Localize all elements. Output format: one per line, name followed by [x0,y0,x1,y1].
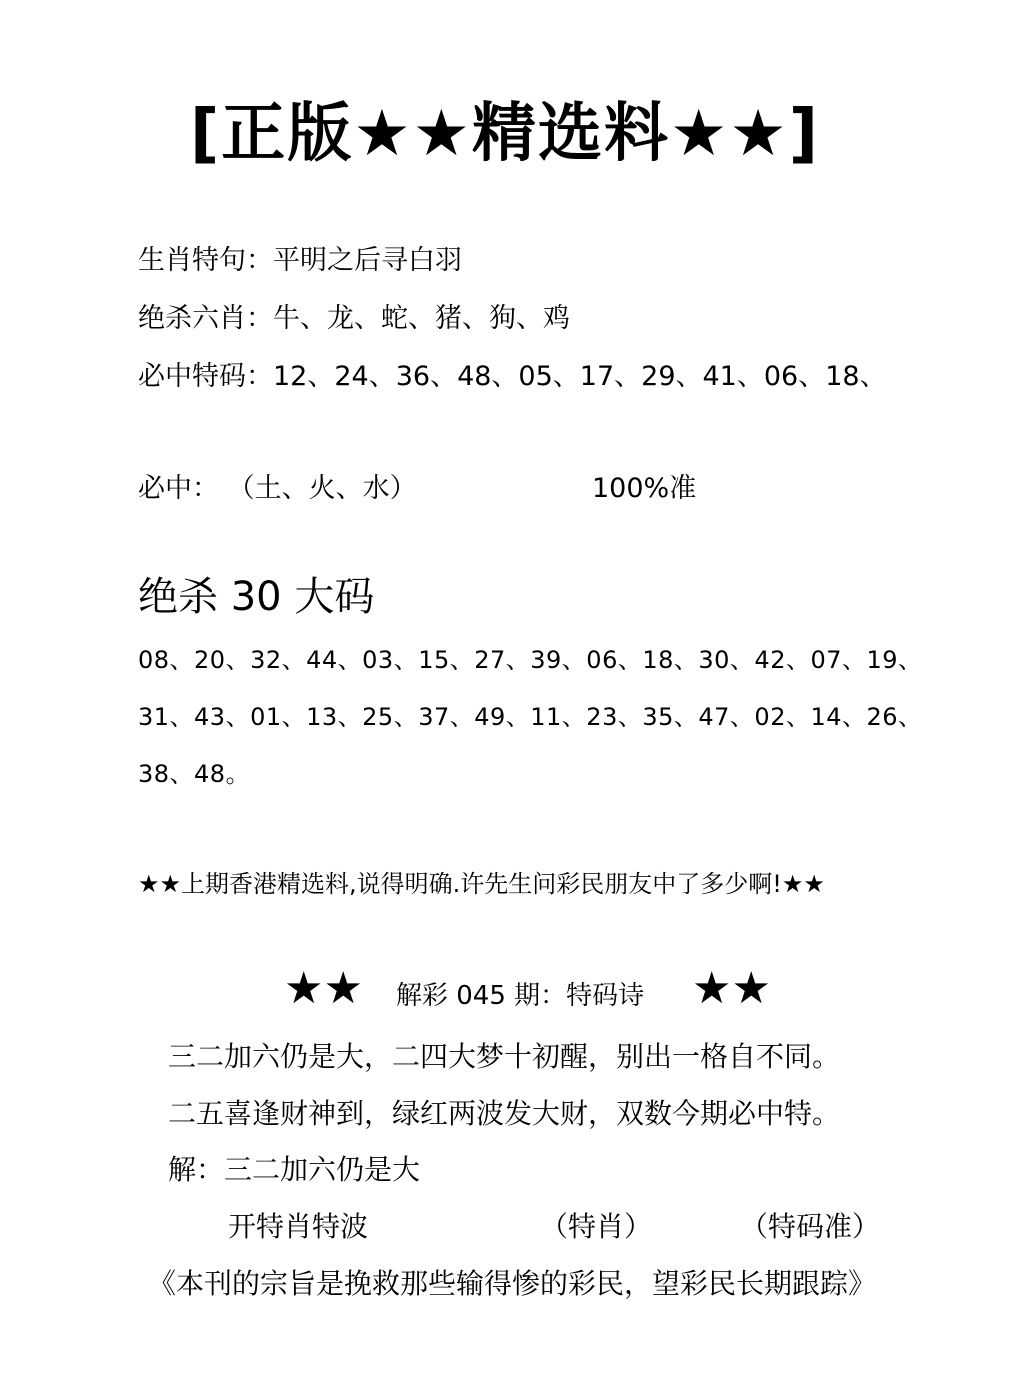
poem-explanation: 解：三二加六仍是大 [168,1153,421,1186]
kill-numbers-line-2: 31、43、01、13、25、37、49、11、23、35、47、02、14、26、 [138,703,923,731]
special-code-label: （特码准） [740,1210,881,1243]
footer-motto: 《本刊的宗旨是挽救那些输得惨的彩民，望彩民长期跟踪》 [148,1267,877,1300]
star-icon-right: ★★ [692,963,771,1014]
kill-30-heading: 绝杀 30 大码 [138,574,375,620]
must-elements: 必中： （土、火、水） [138,473,417,504]
open-special-label: 开特肖特波 [228,1210,369,1243]
poem-line-1: 三二加六仍是大，二四大梦十初醒，别出一格自不同。 [168,1040,841,1073]
poem-title: 解彩 045 期：特码诗 [396,981,645,1011]
accuracy-label: 100%准 [592,473,697,504]
kill-numbers-line-3: 38、48。 [138,760,251,788]
poem-line-2: 二五喜逢财神到，绿红两波发大财，双数今期必中特。 [168,1097,841,1130]
star-icon-left: ★★ [284,963,363,1014]
kill-numbers-line-1: 08、20、32、44、03、15、27、39、06、18、30、42、07、19、 [138,646,923,674]
special-zodiac-label: （特肖） [540,1210,653,1243]
must-special-codes: 必中特码：12、24、36、48、05、17、29、41、06、18、 [138,361,887,392]
page-title: [正版★★精选料★★] [190,97,820,171]
zodiac-hint: 生肖特句：平明之后寻白羽 [138,245,462,276]
kill-six-zodiacs: 绝杀六肖：牛、龙、蛇、猪、狗、鸡 [138,303,570,334]
last-issue-note: ★★上期香港精选料,说得明确.许先生问彩民朋友中了多少啊!★★ [138,870,825,898]
